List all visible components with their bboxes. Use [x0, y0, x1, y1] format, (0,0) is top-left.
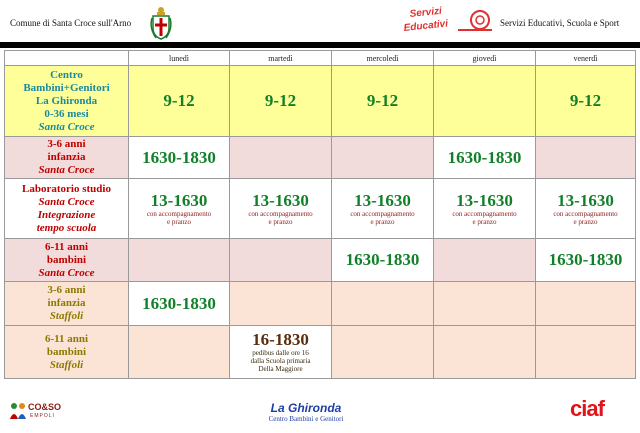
comune-name: Comune di Santa Croce sull'Arno — [10, 18, 132, 28]
schedule-cell — [230, 282, 332, 326]
day-header: venerdì — [536, 51, 636, 66]
schedule-cell — [332, 326, 434, 379]
day-header: lunedì — [129, 51, 230, 66]
comune-crest-icon — [150, 6, 172, 40]
schedule-cell: 13-1630 con accompagnamento e pranzo — [230, 179, 332, 239]
schedule-cell: 13-1630 con accompagnamento e pranzo — [129, 179, 230, 239]
schedule-table — [4, 50, 636, 379]
day-header: giovedì — [434, 51, 536, 66]
schedule-cell — [434, 66, 536, 137]
schedule-cell: 16-1830 pedibus dalle ore 16 dalla Scuola primaria Della Maggiore — [230, 326, 332, 379]
table-corner — [5, 51, 129, 66]
schedule-cell — [536, 326, 636, 379]
schedule-cell: 9-12 — [536, 66, 636, 137]
schedule-cell — [129, 239, 230, 282]
row-label: Centro Bambini+Genitori La Ghironda 0-36 mesi Santa Croce — [5, 66, 129, 137]
schedule-cell: 9-12 — [230, 66, 332, 137]
servizi-title: Servizi Educativi, Scuola e Sport — [500, 18, 620, 28]
schedule-cell — [434, 326, 536, 379]
schedule-cell — [332, 137, 434, 179]
schedule-cell: 13-1630 con accompagnamento e pranzo — [536, 179, 636, 239]
day-header: mercoledì — [332, 51, 434, 66]
schedule-cell — [129, 326, 230, 379]
header-divider — [0, 42, 640, 48]
schedule-cell — [230, 239, 332, 282]
schedule-cell — [434, 239, 536, 282]
row-label: 6-11 anni bambini Staffoli — [5, 326, 129, 379]
coeso-people-icon — [8, 401, 28, 421]
schedule-cell: 13-1630 con accompagnamento e pranzo — [332, 179, 434, 239]
schedule-cell — [434, 282, 536, 326]
schedule-cell — [332, 282, 434, 326]
row-label: 6-11 anni bambini Santa Croce — [5, 239, 129, 282]
schedule-cell: 1630-1830 — [536, 239, 636, 282]
schedule-cell — [536, 282, 636, 326]
coeso-logo: CO&SO EMPOLI — [8, 400, 66, 422]
table-row — [5, 179, 636, 239]
schedule-cell — [230, 137, 332, 179]
ghironda-logo: La Ghironda Centro Bambini e Genitori — [268, 401, 344, 423]
schedule-cell: 13-1630 con accompagnamento e pranzo — [434, 179, 536, 239]
schedule-cell: 1630-1830 — [129, 282, 230, 326]
table-row — [5, 326, 636, 379]
day-header: martedì — [230, 51, 332, 66]
row-label: 3-6 anni infanzia Staffoli — [5, 282, 129, 326]
table-row — [5, 66, 636, 137]
schedule-cell: 1630-1830 — [332, 239, 434, 282]
schedule-cell — [536, 137, 636, 179]
row-label: 3-6 anni infanzia Santa Croce — [5, 137, 129, 179]
table-row — [5, 239, 636, 282]
svg-text:Educativi: Educativi — [403, 18, 449, 34]
table-row — [5, 137, 636, 179]
schedule-cell: 9-12 — [129, 66, 230, 137]
servizi-educativi-snail-logo — [402, 6, 494, 36]
svg-text:Servizi: Servizi — [409, 6, 443, 20]
schedule-cell: 9-12 — [332, 66, 434, 137]
ciaf-logo: ciaf — [570, 396, 604, 421]
schedule-cell: 1630-1830 — [434, 137, 536, 179]
row-label: Laboratorio studio Santa Croce Integrazione tempo scuola — [5, 179, 129, 239]
schedule-cell: 1630-1830 — [129, 137, 230, 179]
table-row — [5, 282, 636, 326]
